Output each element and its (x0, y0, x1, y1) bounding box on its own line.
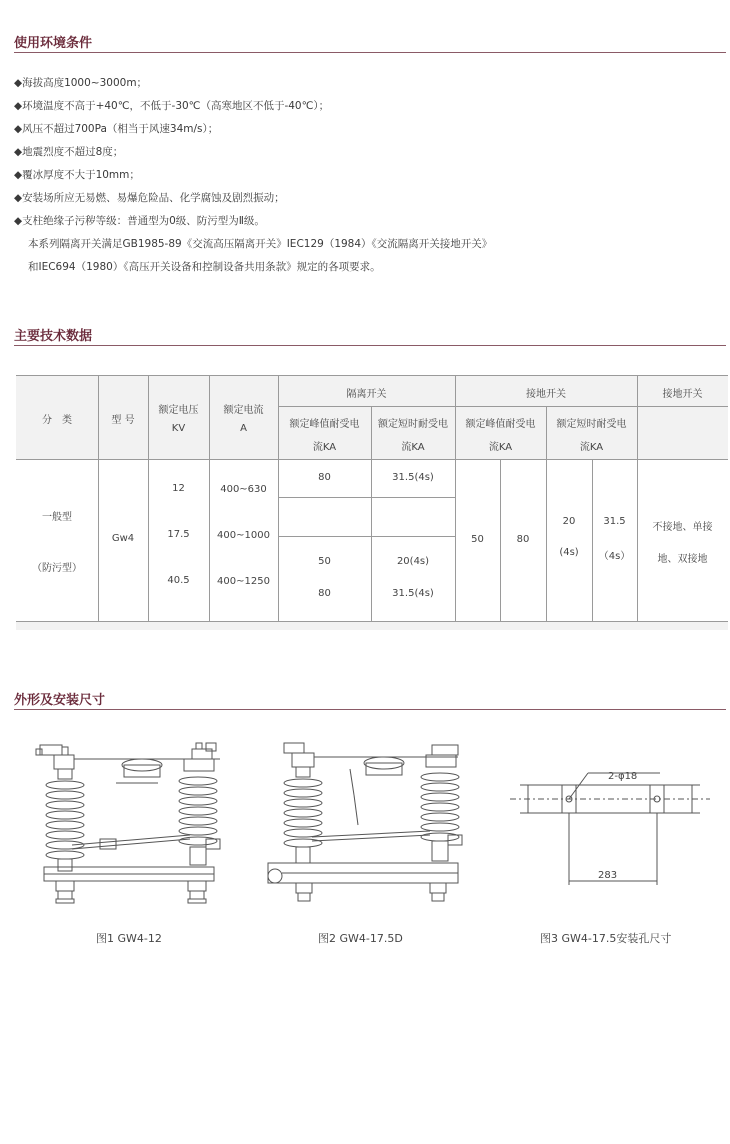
header-peak-iso: 额定峰值耐受电 (289, 419, 360, 430)
short-earth-duration: （4s） (598, 551, 631, 562)
voltage-value: 17.5 (167, 529, 190, 540)
header-peak-earth: 额定峰值耐受电 (465, 419, 536, 430)
condition-item: ◆覆冰厚度不大于10mm； (14, 169, 140, 181)
short-iso-value: 31.5(4s) (392, 472, 434, 483)
tech-section-title: 主要技术数据 (14, 329, 93, 344)
tech-data-table (16, 375, 728, 630)
condition-item: ◆海拔高度1000~3000m； (14, 77, 148, 89)
header-current-unit: A (240, 423, 247, 434)
tech-section-divider (14, 345, 726, 346)
condition-item: ◆环境温度不高于+40℃，不低于-30℃（高寒地区不低于-40℃）； (14, 100, 330, 112)
header-current: 额定电流 (223, 405, 264, 416)
peak-iso-value: 80 (318, 588, 331, 599)
header-peak-earth-unit: 流KA (488, 442, 513, 453)
standards-line: 和IEC694（1980）《高压开关设备和控制设备共用条款》规定的各项要求。 (28, 261, 381, 273)
figure-2-caption: 图2 GW4-17.5D (318, 932, 403, 945)
short-earth-value: 20 (562, 516, 576, 527)
header-model: 型 号 (111, 415, 135, 426)
header-short-earth: 额定短时耐受电 (556, 419, 627, 430)
header-short-iso-unit: 流KA (401, 442, 425, 453)
short-earth-value: 31.5 (603, 516, 626, 527)
hole-spacing-label: 283 (598, 870, 618, 881)
standards-line: 本系列隔离开关满足GB1985-89《交流高压隔离开关》IEC129（1984）《交流隔离开关接地开关》 (28, 238, 493, 250)
header-peak-iso-unit: 流KA (312, 442, 337, 453)
header-voltage-unit: KV (171, 423, 186, 434)
env-section-title: 使用环境条件 (14, 36, 93, 51)
short-iso-value: 20(4s) (396, 556, 430, 567)
current-value: 400~630 (220, 484, 267, 495)
condition-item: ◆风压不超过700Pa（相当于风速34m/s）； (14, 123, 219, 135)
peak-iso-value: 80 (318, 472, 331, 483)
header-short-iso: 额定短时耐受电 (378, 419, 448, 430)
figure-1-drawing (30, 735, 245, 910)
header-category: 分 类 (42, 415, 72, 426)
env-section-divider (14, 52, 726, 53)
voltage-value: 12 (172, 483, 185, 494)
current-value: 400~1000 (217, 530, 270, 541)
short-earth-duration: (4s) (559, 547, 579, 558)
dims-section-divider (14, 709, 726, 710)
condition-item: ◆安装场所应无易燃、易爆危险品、化学腐蚀及剧烈振动； (14, 192, 285, 204)
earth-type-line: 地、双接地 (657, 554, 708, 565)
header-earth-group: 接地开关 (526, 389, 566, 400)
header-short-earth-unit: 流KA (579, 442, 604, 453)
figure-3-caption: 图3 GW4-17.5安装孔尺寸 (540, 932, 672, 945)
header-earth-type: 接地开关 (662, 389, 703, 400)
peak-earth-value: 80 (516, 534, 530, 545)
peak-earth-value: 50 (471, 534, 484, 545)
figure-2-drawing (262, 735, 482, 910)
earth-type-line: 不接地、单接 (652, 522, 713, 533)
hole-diameter-label: 2-φ18 (608, 771, 638, 782)
header-isolator-group: 隔离开关 (346, 389, 387, 400)
condition-item: ◆支柱绝缘子污秽等级：普通型为0级、防污型为Ⅱ级。 (14, 215, 265, 227)
conditions-list (14, 72, 492, 279)
voltage-value: 40.5 (167, 575, 190, 586)
header-voltage: 额定电压 (158, 405, 199, 416)
dims-section-title: 外形及安装尺寸 (14, 693, 106, 708)
current-value: 400~1250 (217, 576, 270, 587)
peak-iso-value: 50 (318, 556, 331, 567)
category-general: 一般型 (42, 512, 72, 523)
model-value: Gw4 (111, 533, 135, 544)
condition-item: ◆地震烈度不超过8度； (14, 146, 124, 158)
figure-1-caption: 图1 GW4-12 (96, 932, 162, 945)
category-anti-pollution: （防污型） (32, 563, 82, 574)
short-iso-value: 31.5(4s) (392, 588, 434, 599)
